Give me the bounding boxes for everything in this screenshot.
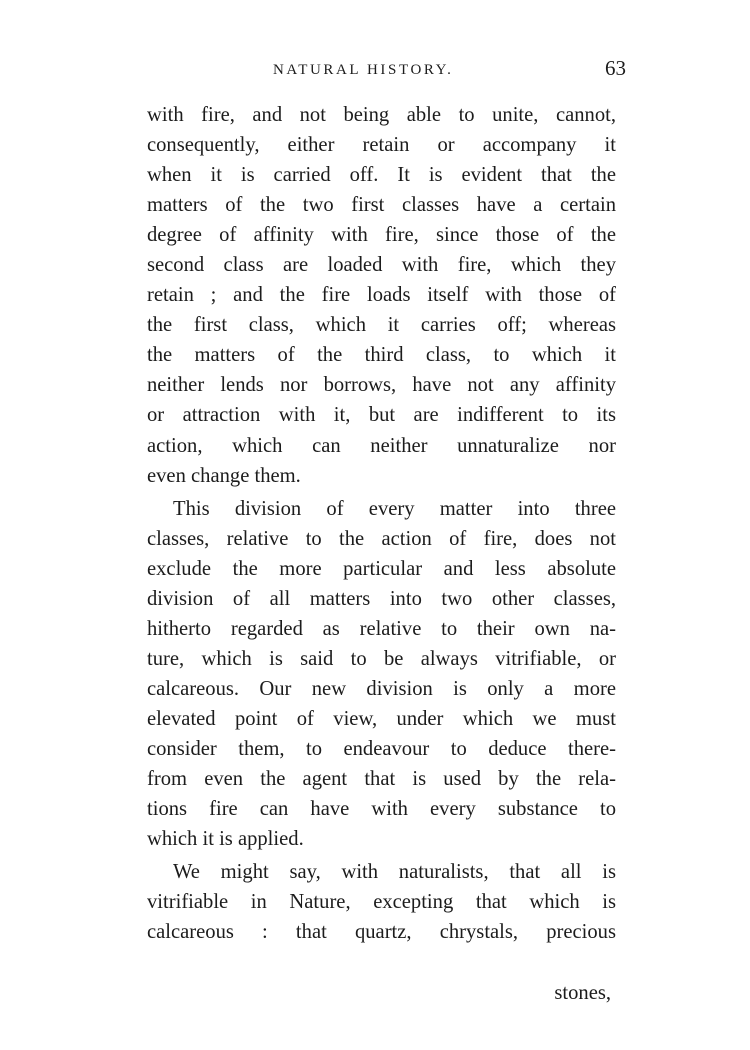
paragraph-3 bbox=[147, 857, 616, 947]
page-number: 63 bbox=[605, 56, 626, 80]
catchword: stones, bbox=[554, 982, 611, 1004]
text-line: with fire, and not being able to unite, cannot, bbox=[147, 104, 616, 126]
running-title: NATURAL HISTORY. bbox=[273, 62, 454, 78]
text-line: which it is applied. bbox=[147, 828, 304, 851]
text-line: the matters of the third class, to which it bbox=[147, 344, 616, 367]
text-line: elevated point of view, under which we must bbox=[147, 707, 616, 730]
text-line: classes, relative to the action of fire, does not bbox=[147, 527, 616, 550]
text-line: vitrifiable in Nature, excepting that which is bbox=[147, 891, 616, 914]
text-line: consider them, to endeavour to deduce there- bbox=[147, 737, 616, 760]
text-line: neither lends nor borrows, have not any affinity bbox=[147, 374, 616, 397]
text-line: calcareous. Our new division is only a more bbox=[147, 677, 616, 700]
paragraph-1 bbox=[147, 100, 616, 491]
text-line: or attraction with it, but are indifferent to its bbox=[147, 404, 616, 427]
text-line: calcareous : that quartz, chrystals, precious bbox=[147, 921, 616, 944]
text-line: division of all matters into two other classes, bbox=[147, 587, 616, 610]
text-line: consequently, either retain or accompany it bbox=[147, 134, 616, 157]
text-line: exclude the more particular and less absolute bbox=[147, 557, 616, 580]
text-line: action, which can neither unnaturalize nor bbox=[147, 434, 616, 457]
text-line: retain ; and the fire loads itself with those of bbox=[147, 284, 616, 307]
text-line: ture, which is said to be always vitrifiable, or bbox=[147, 647, 616, 670]
text-line: This division of every matter into three bbox=[173, 497, 616, 520]
text-line: matters of the two first classes have a certain bbox=[147, 194, 616, 217]
text-line: We might say, with naturalists, that all is bbox=[173, 861, 616, 884]
text-line: from even the agent that is used by the rela- bbox=[147, 768, 616, 791]
body-text bbox=[147, 100, 616, 947]
text-line: hitherto regarded as relative to their own na- bbox=[147, 617, 616, 640]
paragraph-2 bbox=[147, 494, 616, 855]
text-line: even change them. bbox=[147, 464, 301, 487]
text-line: tions fire can have with every substance to bbox=[147, 798, 616, 821]
text-line: second class are loaded with fire, which they bbox=[147, 254, 616, 277]
text-line: when it is carried off. It is evident that the bbox=[147, 164, 616, 187]
text-line: the first class, which it carries off; whereas bbox=[147, 314, 616, 337]
text-line: degree of affinity with fire, since those of the bbox=[147, 224, 616, 247]
running-head bbox=[148, 58, 628, 88]
